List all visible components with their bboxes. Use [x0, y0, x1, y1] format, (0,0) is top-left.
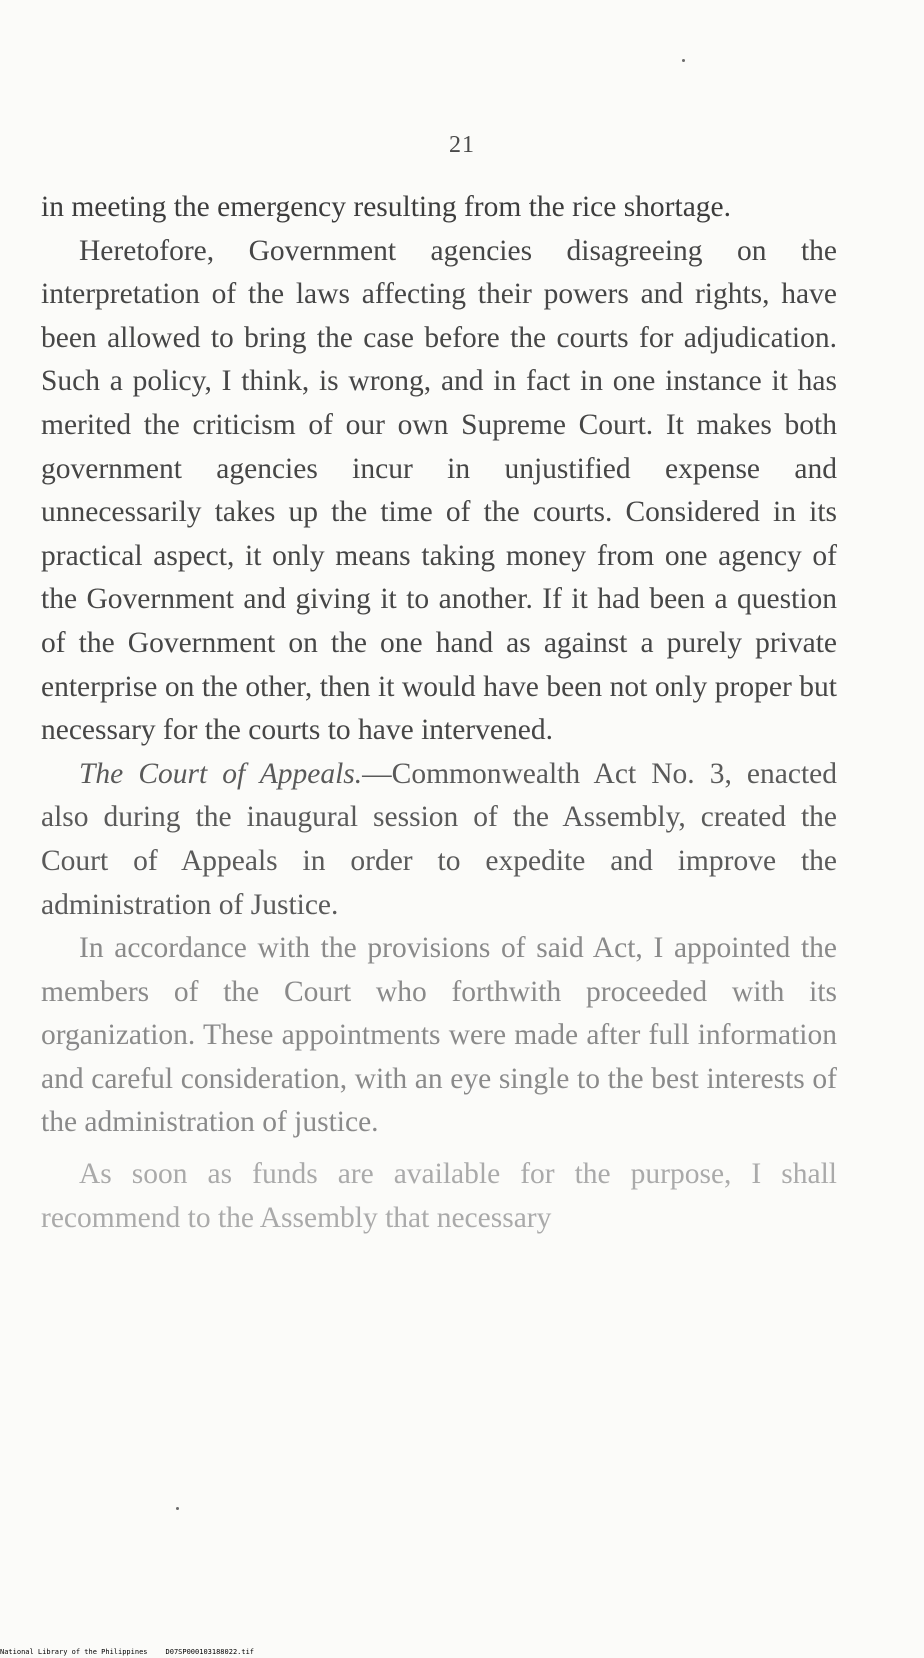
paragraph-court-of-appeals	[41, 753, 837, 927]
scan-speck	[176, 1507, 179, 1510]
body-text	[41, 186, 837, 1240]
file-name: D07SP000103188022.tif	[165, 1648, 255, 1656]
page-number: 21	[449, 132, 475, 158]
paragraph-government-agencies: Heretofore, Government agencies disagreeing on the interpretation of the laws affecting their powers and rights, have been allowed to bring the case before the courts for adjudication. Such a policy, I think, is wrong, and in fact in one instance it has merited the criticism of our own Supreme Court. It makes both government agencies incur in unjustified expense and unnecessarily takes up the time of the courts. Considered in its practical aspect, it only means taking money from one agency of the Government and giving it to another. If it had been a question of the Government on the one hand as against a purely private enterprise on the other, then it would have been not only proper but necessary for the courts to have intervened.	[41, 234, 837, 747]
scan-footer	[0, 1648, 924, 1656]
section-body: —Commonwealth Act No. 3, enacted also during the inaugural session of the Assembly, created the Court of Appeals in order to expedite and improve the administration of Justice.	[41, 757, 837, 921]
scan-speck	[682, 59, 685, 62]
paragraph-rice-shortage: in meeting the emergency resulting from the rice shortage.	[41, 191, 732, 223]
section-heading: The Court of Appeals.	[79, 757, 363, 790]
library-name: National Library of the Philippines	[0, 1648, 148, 1656]
paragraph-funds: As soon as funds are available for the purpose, I shall recommend to the Assembly that necessary	[41, 1158, 837, 1234]
paragraph-appointments: In accordance with the provisions of said Act, I appointed the members of the Court who forthwith proceeded with its organization. These appointments were made after full information and careful consideration, with an eye single to the best interests of the administration of justice.	[41, 932, 837, 1139]
